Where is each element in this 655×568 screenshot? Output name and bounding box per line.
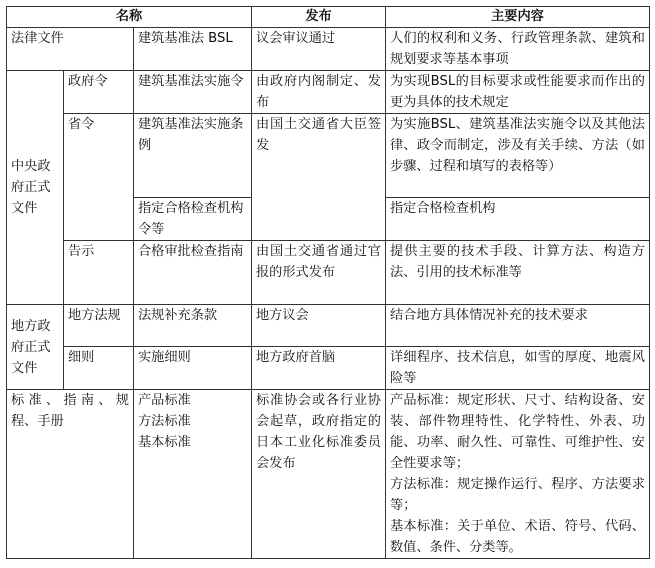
standards-content-method: 方法标准：规定操作运行、程序、方法要求等； [390, 477, 645, 513]
standards-publisher: 标准协会或各行业协会起草，政府指定的日本工业化标准委员会发布 [252, 390, 386, 559]
cabinet-order-sub: 政府令 [64, 71, 134, 114]
header-publish: 发布 [252, 7, 386, 28]
local-regulation-name: 法规补充条款 [134, 305, 252, 347]
ministry-order-sub: 省令 [64, 114, 134, 241]
regulation-table [6, 6, 650, 559]
row-notice [7, 241, 650, 305]
ministry-order-publisher: 由国土交通省大臣签发 [252, 114, 386, 241]
ministry-order-content: 为实施BSL、建筑基准法实施令以及其他法律、政令而制定，涉及有关手续、方法（如步骤、过程和填写的表格等） [386, 114, 650, 198]
ministry-order-content-2: 指定合格检查机构 [386, 198, 650, 241]
row-cabinet-order [7, 71, 650, 114]
law-publisher: 议会审议通过 [252, 28, 386, 71]
central-category: 中央政府正式文件 [7, 71, 64, 305]
row-standards [7, 390, 650, 559]
standards-content-basic: 基本标准：关于单位、术语、符号、代码、数值、条件、分类等。 [390, 519, 645, 555]
local-regulation-content: 结合地方具体情况补充的技术要求 [386, 305, 650, 347]
law-category: 法律文件 [7, 28, 134, 71]
standards-name-method: 方法标准 [138, 414, 191, 429]
header-row [7, 7, 650, 28]
ministry-order-name-2: 指定合格检查机构令等 [134, 198, 252, 241]
local-detail-publisher: 地方政府首脑 [252, 347, 386, 390]
standards-content [386, 390, 650, 559]
notice-sub: 告示 [64, 241, 134, 305]
cabinet-order-publisher: 由政府内阁制定、发布 [252, 71, 386, 114]
notice-name: 合格审批检查指南 [134, 241, 252, 305]
standards-name-basic: 基本标准 [138, 435, 191, 450]
local-detail-name: 实施细则 [134, 347, 252, 390]
local-category: 地方政府正式文件 [7, 305, 64, 390]
standards-content-product: 产品标准：规定形状、尺寸、结构设备、安装、部件物理特性、化学特性、外表、功能、功率、耐久性、可靠性、可维护性、安全性要求等； [390, 393, 645, 471]
header-name: 名称 [7, 7, 252, 28]
cabinet-order-name: 建筑基准法实施令 [134, 71, 252, 114]
row-local-detail [7, 347, 650, 390]
local-regulation-publisher: 地方议会 [252, 305, 386, 347]
cabinet-order-content: 为实现BSL的目标要求或性能要求而作出的更为具体的技术规定 [386, 71, 650, 114]
law-content: 人们的权利和义务、行政管理条款、建筑和规划要求等基本事项 [386, 28, 650, 71]
notice-publisher: 由国土交通省通过官报的形式发布 [252, 241, 386, 305]
local-detail-sub: 细则 [64, 347, 134, 390]
local-detail-content: 详细程序、技术信息，如雪的厚度、地震风险等 [386, 347, 650, 390]
row-ministry-order [7, 114, 650, 198]
standards-category: 标准、指南、规程、手册 [7, 390, 134, 559]
standards-name-product: 产品标准 [138, 393, 191, 408]
notice-content: 提供主要的技术手段、计算方法、构造方法、引用的技术标准等 [386, 241, 650, 305]
law-name: 建筑基准法 BSL [134, 28, 252, 71]
standards-names [134, 390, 252, 559]
local-regulation-sub: 地方法规 [64, 305, 134, 347]
row-law [7, 28, 650, 71]
row-local-regulation [7, 305, 650, 347]
header-content: 主要内容 [386, 7, 650, 28]
ministry-order-name: 建筑基准法实施条例 [134, 114, 252, 198]
